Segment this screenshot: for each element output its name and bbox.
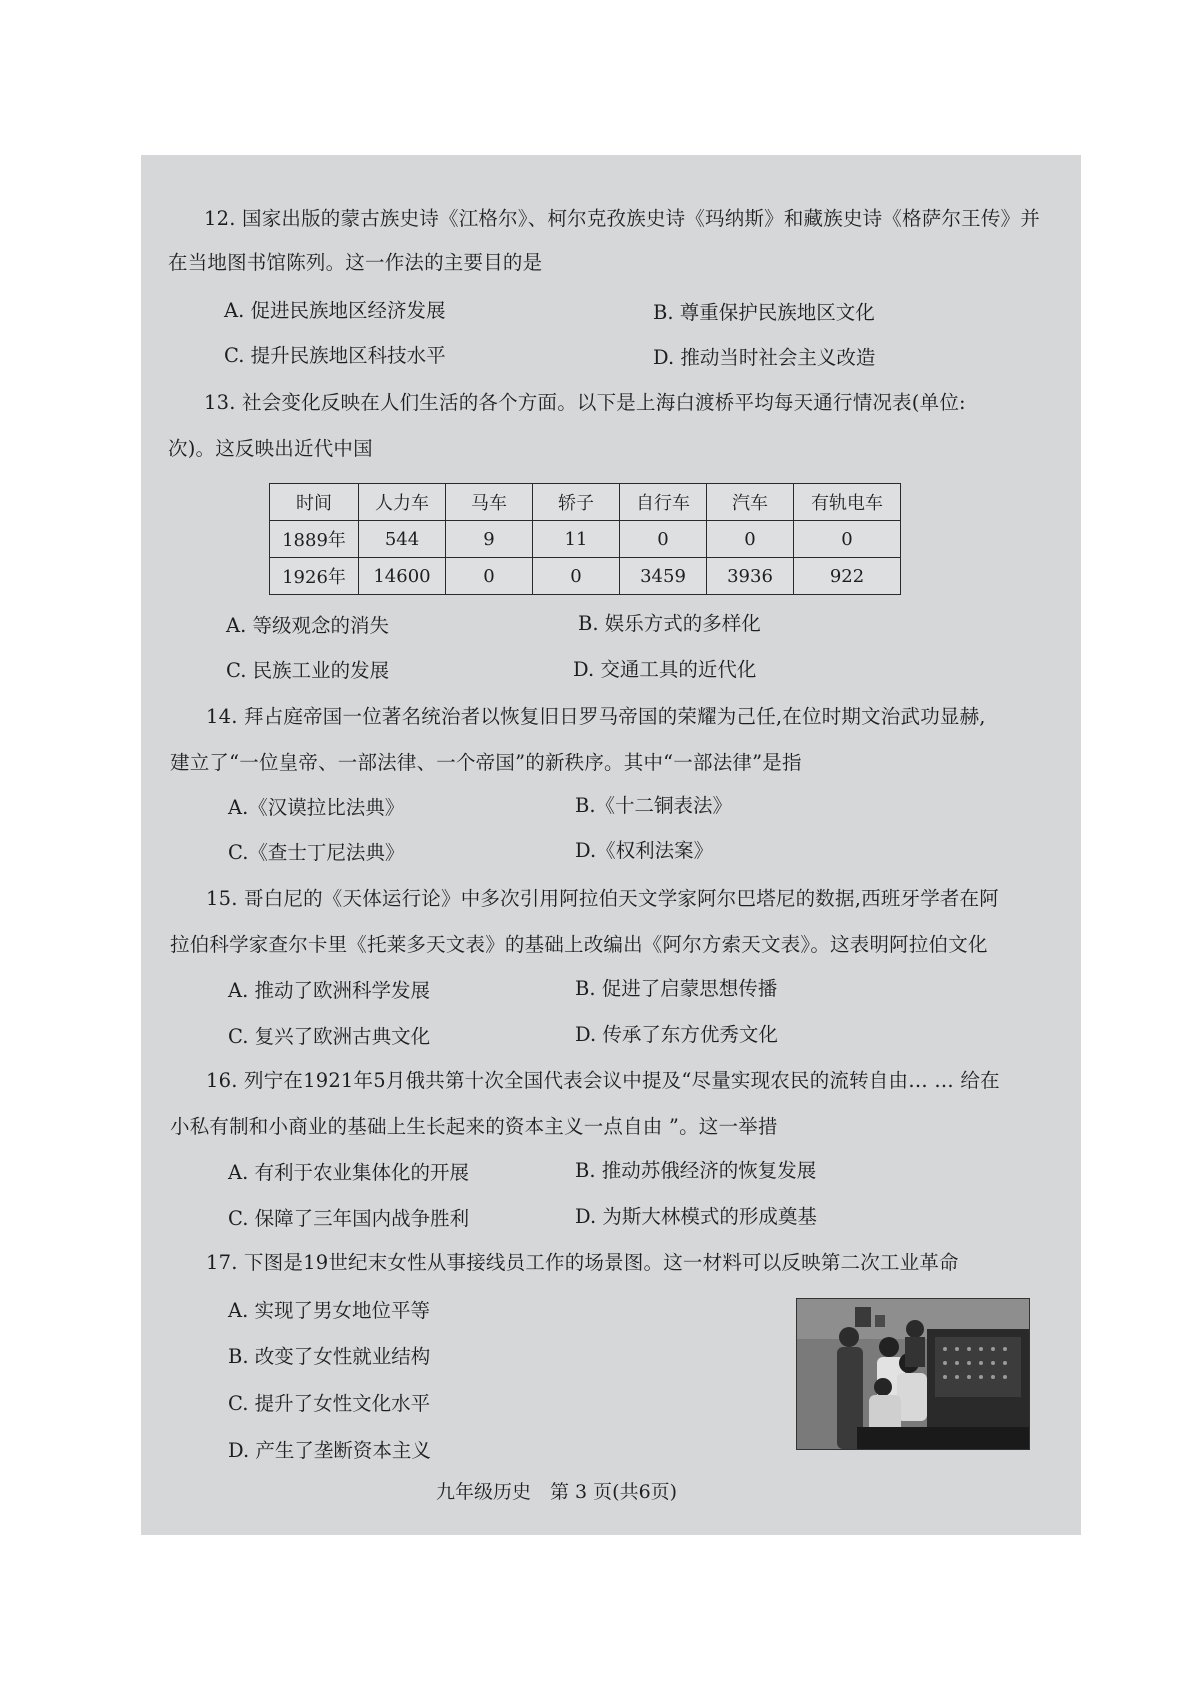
q16-stem-line1: 16. 列宁在1921年5月俄共第十次全国代表会议中提及“尽量实现农民的流转自由… … 给在 [206,1069,1000,1092]
table-header-cell: 汽车 [707,484,794,521]
table-header-cell: 自行车 [620,484,707,521]
q12-option-d: D. 推动当时社会主义改造 [653,346,876,369]
q14-option-b: B.《十二铜表法》 [575,794,733,817]
table-header-cell: 时间 [270,484,359,521]
q15-option-c: C. 复兴了欧洲古典文化 [228,1025,431,1048]
table-cell: 3459 [620,558,707,595]
q15-stem-line2: 拉伯科学家查尔卡里《托莱多天文表》的基础上改编出《阿尔方索天文表》。这表明阿拉伯文化 [170,933,988,956]
q17-option-c: C. 提升了女性文化水平 [228,1392,431,1415]
q13-stem-line2: 次)。这反映出近代中国 [168,437,373,460]
q12-option-b: B. 尊重保护民族地区文化 [653,301,875,324]
table-cell: 0 [620,521,707,558]
table-header-cell: 人力车 [359,484,446,521]
q17-option-d: D. 产生了垄断资本主义 [228,1439,431,1462]
q15-option-b: B. 促进了启蒙思想传播 [575,977,778,1000]
q12-stem-line2: 在当地图书馆陈列。这一作法的主要目的是 [168,251,543,274]
table-header-cell: 有轨电车 [794,484,901,521]
traffic-table [269,483,901,595]
table-cell: 1926年 [270,558,359,595]
table-cell: 3936 [707,558,794,595]
table-cell: 0 [533,558,620,595]
table-cell: 544 [359,521,446,558]
q15-option-a: A. 推动了欧洲科学发展 [228,979,430,1002]
q17-option-b: B. 改变了女性就业结构 [228,1345,431,1368]
table-cell: 11 [533,521,620,558]
table-header-cell: 轿子 [533,484,620,521]
q12-option-a: A. 促进民族地区经济发展 [224,299,446,322]
table-cell: 922 [794,558,901,595]
q15-option-d: D. 传承了东方优秀文化 [575,1023,778,1046]
table-row [270,521,901,558]
q14-option-c: C.《查士丁尼法典》 [228,841,405,864]
table-cell: 0 [707,521,794,558]
q14-option-d: D.《权利法案》 [575,839,714,862]
q16-option-c: C. 保障了三年国内战争胜利 [228,1207,470,1230]
q14-stem-line2: 建立了“一位皇帝、一部法律、一个帝国”的新秩序。其中“一部法律”是指 [170,751,802,774]
table-header-cell: 马车 [446,484,533,521]
table-row [270,558,901,595]
q12-stem-line1: 12. 国家出版的蒙古族史诗《江格尔》、柯尔克孜族史诗《玛纳斯》和藏族史诗《格萨尔王传》并 [204,207,1040,230]
table-cell: 9 [446,521,533,558]
table-cell: 0 [794,521,901,558]
q13-stem-line1: 13. 社会变化反映在人们生活的各个方面。以下是上海白渡桥平均每天通行情况表(单位: [204,391,966,414]
q15-stem-line1: 15. 哥白尼的《天体运行论》中多次引用阿拉伯天文学家阿尔巴塔尼的数据,西班牙学者在阿 [206,887,1000,910]
table-cell: 14600 [359,558,446,595]
q13-option-c: C. 民族工业的发展 [226,659,390,682]
page-footer: 九年级历史 第 3 页(共6页) [436,1481,678,1503]
exam-page [141,155,1081,1535]
q12-option-c: C. 提升民族地区科技水平 [224,344,446,367]
table-header-row [270,484,901,521]
q14-stem-line1: 14. 拜占庭帝国一位著名统治者以恢复旧日罗马帝国的荣耀为己任,在位时期文治武功显赫, [206,705,986,728]
telephone-operators-photo [796,1298,1030,1450]
q16-option-a: A. 有利于农业集体化的开展 [228,1161,469,1184]
q13-option-a: A. 等级观念的消失 [226,614,389,637]
q16-stem-line2: 小私有制和小商业的基础上生长起来的资本主义一点自由 ”。这一举措 [170,1115,778,1138]
q16-option-b: B. 推动苏俄经济的恢复发展 [575,1159,817,1182]
q14-option-a: A.《汉谟拉比法典》 [228,796,405,819]
q16-option-d: D. 为斯大林模式的形成奠基 [575,1205,817,1228]
table-cell: 1889年 [270,521,359,558]
table-cell: 0 [446,558,533,595]
photo-illustration [797,1299,1029,1449]
q13-option-b: B. 娱乐方式的多样化 [578,612,761,635]
q17-stem-line1: 17. 下图是19世纪末女性从事接线员工作的场景图。这一材料可以反映第二次工业革命 [206,1251,959,1274]
q17-option-a: A. 实现了男女地位平等 [228,1299,430,1322]
q13-option-d: D. 交通工具的近代化 [573,658,757,681]
